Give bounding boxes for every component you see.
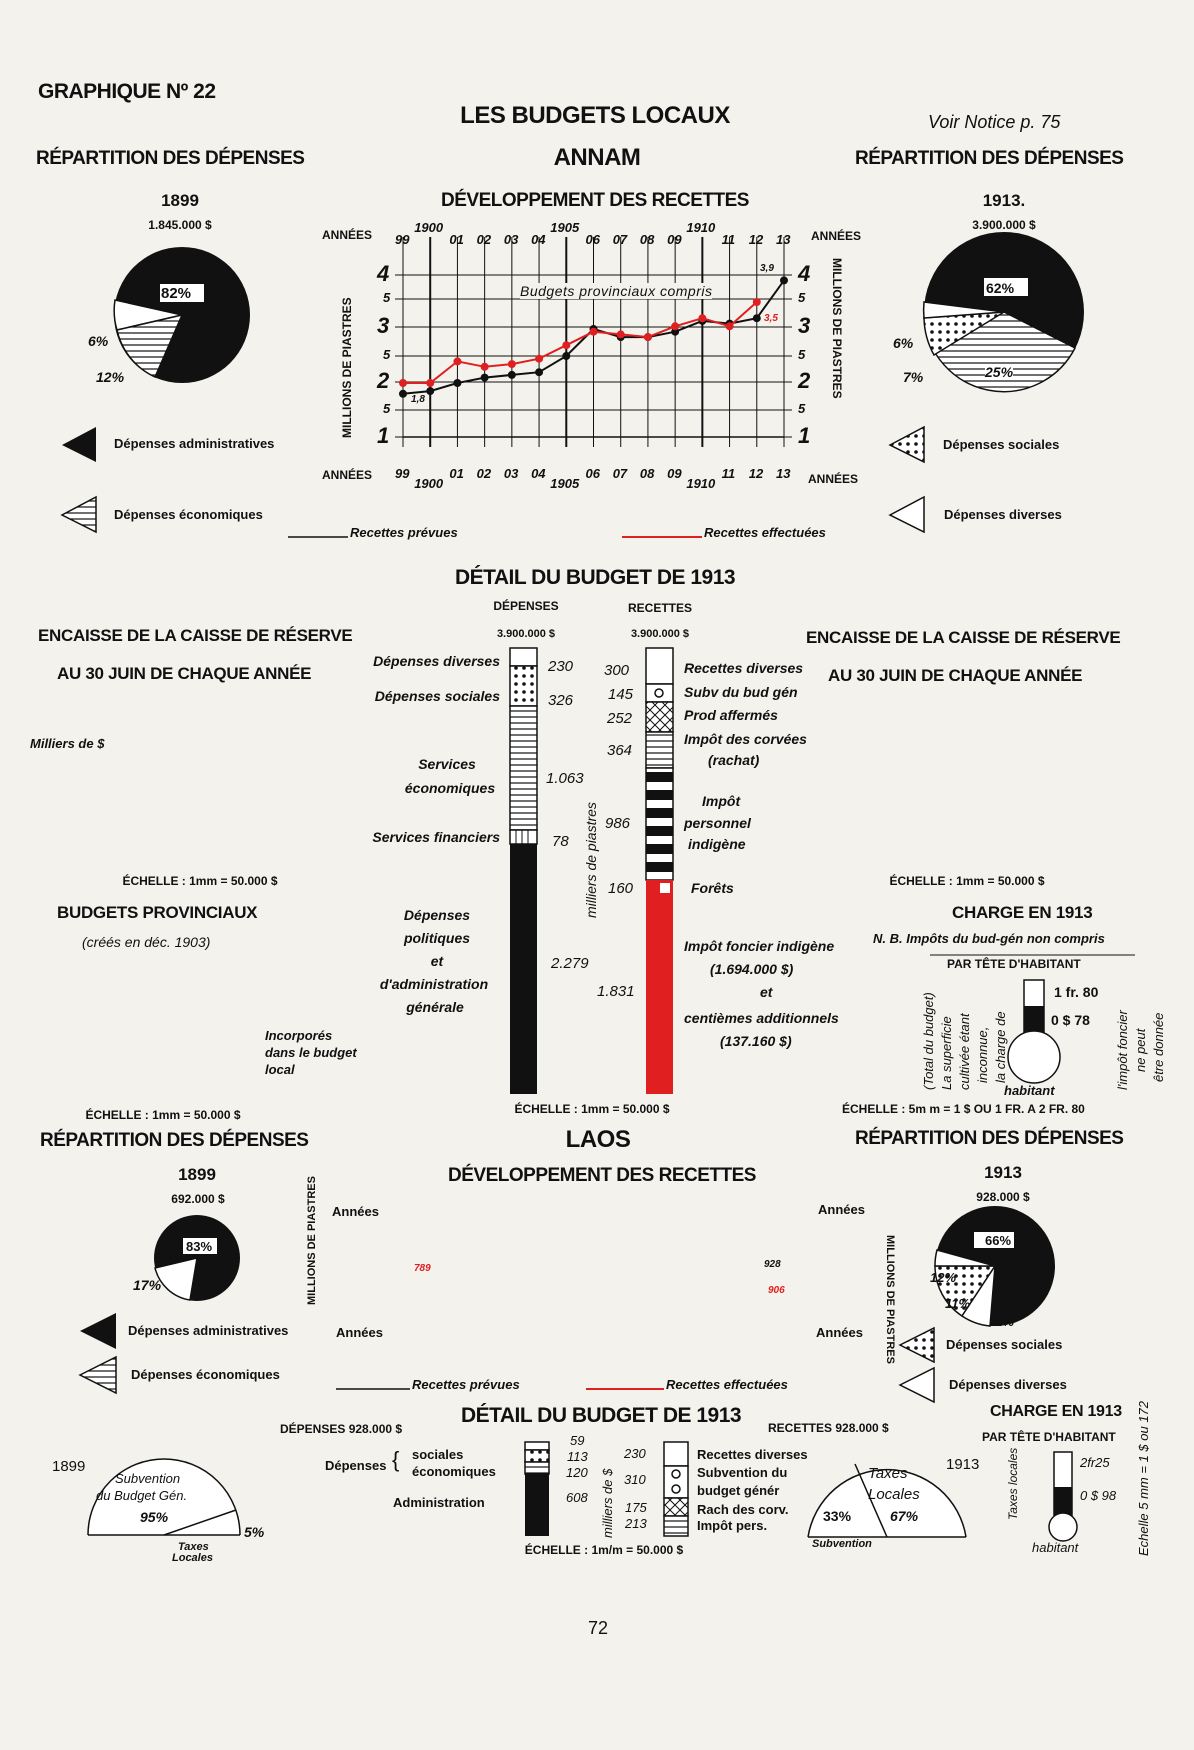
laos-sub1899-line2: du Budget Gén.	[96, 1488, 188, 1503]
laos-rep-left-title: RÉPARTITION DES DÉPENSES	[40, 1130, 309, 1151]
caisse-left-title1: ENCAISSE DE LA CAISSE DE RÉSERVE	[38, 626, 353, 645]
eco-legend-icon	[62, 497, 96, 532]
annam-dep-val-2: 1.063	[546, 770, 584, 787]
x-tick-label-top: 13	[776, 232, 791, 247]
effectuees-point	[563, 342, 570, 349]
x-tick-label-bottom: 01	[449, 466, 464, 481]
annam-rep-right-total: 3.900.000 $	[972, 218, 1036, 232]
annam-charge-right-1: ne peut	[1133, 1028, 1148, 1072]
annam-dep-label-fin: Services financiers	[372, 829, 500, 845]
x-tick-label-top: 02	[476, 232, 492, 247]
annam-charge-left-4: la charge de	[993, 1011, 1008, 1083]
laos-charge-thermometer	[1049, 1452, 1077, 1541]
annam-dep-label-pol4: d'administration	[379, 976, 489, 992]
prevues-point	[536, 369, 543, 376]
annam-pie-1913-div-label: 6%	[893, 335, 914, 351]
annam-detail-axis: milliers de piastres	[583, 802, 599, 918]
laos-dev-end-red: 906	[768, 1285, 785, 1296]
laos-rec-label-1: Subvention du	[697, 1465, 788, 1480]
laos-rep-left-year: 1899	[178, 1165, 216, 1184]
annam-rec-val-1: 145	[608, 686, 634, 703]
laos-charge-v1: 2fr25	[1080, 1455, 1110, 1470]
x-tick-label-bottom: 03	[503, 466, 519, 481]
annam-charge-right-0: l'impôt foncier	[1115, 1010, 1130, 1090]
prevues-point	[563, 353, 570, 360]
annam-dev-annees-br: ANNÉES	[808, 472, 859, 486]
laos-dev-annees-br: Années	[816, 1325, 863, 1340]
laos-dep-label-2: économiques	[412, 1464, 496, 1479]
x-tick-label-top: 1905	[550, 220, 580, 235]
laos-rep-right-total: 928.000 $	[976, 1190, 1030, 1204]
y-tick-label-right: 3	[798, 313, 811, 338]
laos-rep-left-total: 692.000 $	[171, 1192, 225, 1206]
annam-pie-1913-eco-label: 25%	[985, 364, 1014, 380]
caisse-left-scale: ÉCHELLE : 1mm = 50.000 $	[122, 874, 278, 888]
prevues-point	[781, 277, 788, 284]
annam-detail-rec-head: RECETTES	[627, 601, 693, 615]
laos-pie-1899	[154, 1215, 240, 1301]
annam-pie-1913-soc-label: 7%	[903, 369, 924, 385]
prevues-point	[454, 380, 461, 387]
provinciaux-note-1: dans le budget	[265, 1045, 357, 1060]
annam-rep-left-title: RÉPARTITION DES DÉPENSES	[36, 148, 305, 169]
annam-rep-right-year: 1913.	[982, 191, 1026, 210]
page-number: 72	[587, 1618, 609, 1638]
annam-legend-admin: Dépenses administratives	[114, 436, 275, 451]
annam-charge-left-3: inconnue,	[975, 1026, 990, 1083]
annam-charge-left-2: cultivée étant	[957, 1013, 972, 1090]
laos-legend-soc: Dépenses sociales	[946, 1337, 1063, 1352]
prevues-point	[400, 390, 407, 397]
provinciaux-sub: (créés en déc. 1903)	[82, 934, 211, 950]
annam-pie-1899-admin-label: 82%	[161, 285, 192, 302]
laos-dep-val-2: 120	[566, 1465, 588, 1480]
laos-dep-label-1: sociales	[412, 1447, 464, 1462]
prevues-point	[753, 315, 760, 322]
laos-sub1899-pct: 95%	[140, 1509, 169, 1525]
notice-link[interactable]: Voir Notice p. 75	[928, 112, 1061, 132]
laos-dep-label-3: Administration	[393, 1495, 485, 1510]
annam-legend-eco: Dépenses économiques	[114, 507, 263, 522]
effectuees-point	[699, 315, 706, 322]
x-tick-label-bottom: 1900	[414, 476, 444, 491]
annam-rec-label-6: personnel	[684, 815, 751, 831]
effectuees-point	[400, 380, 407, 387]
annam-legend-soc: Dépenses sociales	[943, 437, 1060, 452]
effectuees-point	[753, 299, 760, 306]
provinciaux-title: BUDGETS PROVINCIAUX	[57, 903, 258, 922]
annam-rec-val-0: 300	[604, 662, 630, 679]
laos-sub1899-line1: Subvention	[115, 1471, 181, 1486]
provinciaux-note-0: Incorporés	[265, 1028, 333, 1043]
laos-sub1913-pct1: 33%	[823, 1508, 852, 1524]
annam-dev-annees-bl: ANNÉES	[322, 468, 373, 482]
laos-dep-label-0: Dépenses	[325, 1458, 387, 1473]
laos-pie-1913-admin-label: 66%	[985, 1233, 1012, 1248]
x-tick-label-bottom: 99	[395, 466, 410, 481]
x-tick-label-top: 09	[667, 232, 682, 247]
annam-rec-label-9: Impôt foncier indigène	[684, 938, 835, 954]
graph-label: GRAPHIQUE Nº 22	[38, 80, 216, 103]
annam-dev-start-label: 1,8	[411, 394, 425, 405]
laos-sub1899-year: 1899	[52, 1458, 86, 1475]
annam-rec-label-12: centièmes additionnels	[684, 1010, 839, 1026]
annam-dep-label-services: Services	[418, 756, 476, 772]
annam-rec-label-11: et	[760, 984, 773, 1000]
soc-legend-icon	[890, 427, 924, 462]
laos-sub1899-small: 5%	[244, 1524, 265, 1540]
laos-charge-title: CHARGE EN 1913	[990, 1403, 1122, 1420]
annam-rec-label-8: Forêts	[691, 880, 734, 896]
div-legend-icon	[890, 497, 924, 532]
annam-dep-val-0: 230	[548, 658, 574, 675]
annam-dev-end-red: 3,5	[764, 313, 778, 324]
annam-dep-label-sociales: Dépenses sociales	[374, 688, 500, 704]
laos-sub1899-locales: Locales	[172, 1552, 213, 1564]
y-tick-label-left: 2	[377, 368, 390, 393]
annam-rec-label-3: Impôt des corvées	[684, 731, 807, 747]
effectuees-point	[590, 328, 597, 335]
x-tick-label-bottom: 09	[667, 466, 682, 481]
y-tick-label-right: 5	[798, 401, 806, 416]
laos-rec-val-3: 213	[625, 1516, 647, 1531]
laos-sub1899-taxes: Taxes	[178, 1541, 209, 1553]
provinciaux-note-2: local	[265, 1062, 295, 1077]
laos-dep-val-0: 59	[570, 1433, 585, 1448]
laos-charge-echelle: Echelle 5 mm = 1 $ ou 172	[1136, 1400, 1151, 1556]
caisse-left-title2: AU 30 JUIN DE CHAQUE ANNÉE	[57, 664, 312, 683]
x-tick-label-top: 99	[395, 232, 410, 247]
laos-rec-label-2: budget génér	[697, 1483, 780, 1498]
laos-title: LAOS	[565, 1126, 631, 1153]
y-tick-label-left: 4	[377, 261, 390, 286]
annam-charge-note: N. B. Impôts du bud-gén non compris	[873, 931, 1105, 946]
x-tick-label-top: 04	[531, 232, 546, 247]
laos-rec-label-0: Recettes diverses	[697, 1447, 808, 1462]
annam-rec-val-4: 986	[605, 815, 631, 832]
x-tick-label-top: 1910	[686, 220, 716, 235]
annam-pie-1899	[114, 247, 250, 383]
laos-charge-side: Taxes locales	[1006, 1447, 1020, 1520]
annam-dep-label-pol1: Dépenses	[403, 907, 471, 923]
x-tick-label-bottom: 02	[476, 466, 492, 481]
annam-charge-left-1: La superficie	[939, 1016, 954, 1090]
x-tick-label-bottom: 1905	[550, 476, 580, 491]
caisse-right-title1: ENCAISSE DE LA CAISSE DE RÉSERVE	[806, 628, 1121, 647]
laos-dep-val-1: 113	[567, 1449, 588, 1464]
annam-charge-perhead: PAR TÊTE D'HABITANT	[947, 957, 1081, 971]
annam-dep-label-pol3: et	[430, 953, 444, 969]
annam-dev-grid	[395, 237, 792, 447]
annam-charge-v2: 0 $ 78	[1051, 1012, 1090, 1028]
annam-legend-prev: Recettes prévues	[350, 525, 458, 540]
laos-sub1913-year: 1913	[946, 1456, 980, 1473]
laos-pie-1913-soc-label: 11%	[945, 1296, 971, 1311]
annam-charge-v1: 1 fr. 80	[1054, 984, 1099, 1000]
annam-dev-ylabel-left: MILLIONS DE PIASTRES	[340, 297, 354, 438]
laos-dev-ylabel-right: MILLIONS DE PIASTRES	[884, 1235, 896, 1364]
laos-rec-val-0: 230	[624, 1446, 646, 1461]
effectuees-point	[536, 355, 543, 362]
laos-dev-annees-tr: Années	[818, 1202, 865, 1217]
laos-detail-title: DÉTAIL DU BUDGET DE 1913	[460, 1404, 742, 1427]
annam-rec-label-4: (rachat)	[708, 752, 760, 768]
annam-rec-val-5: 160	[608, 880, 634, 897]
annam-dev-annees-tl: ANNÉES	[322, 228, 373, 242]
y-tick-label-left: 5	[383, 347, 391, 362]
annam-pie-1899-eco-label: 12%	[96, 369, 125, 385]
y-tick-label-left: 5	[383, 401, 391, 416]
laos-sub1913-locales: Locales	[868, 1486, 920, 1503]
effectuees-point	[427, 380, 434, 387]
y-tick-label-right: 2	[798, 368, 811, 393]
annam-charge-habitant: habitant	[1004, 1083, 1055, 1098]
laos-legend-eff: Recettes effectuées	[666, 1377, 788, 1392]
effectuees-point	[454, 358, 461, 365]
x-tick-label-top: 07	[612, 232, 628, 247]
x-tick-label-bottom: 07	[612, 466, 628, 481]
x-tick-label-top: 06	[585, 232, 600, 247]
annam-detail-scale: ÉCHELLE : 1mm = 50.000 $	[514, 1102, 670, 1116]
prevues-point	[508, 371, 515, 378]
annam-dep-label-pol2: politiques	[403, 930, 471, 946]
annam-dep-label-pol5: générale	[406, 999, 464, 1015]
laos-pie-1913-div-label: 12%	[930, 1270, 957, 1285]
x-tick-label-top: 01	[449, 232, 464, 247]
annam-rec-val-2: 252	[607, 710, 633, 727]
y-tick-label-left: 3	[377, 313, 390, 338]
annam-pie-1913-admin-label: 62%	[986, 280, 1015, 296]
laos-legend-prev: Recettes prévues	[412, 1377, 520, 1392]
annam-detail-rec-total: 3.900.000 $	[630, 628, 690, 640]
annam-dep-val-1: 326	[548, 692, 574, 709]
annam-detail-title: DÉTAIL DU BUDGET DE 1913	[454, 566, 736, 589]
laos-legend-div: Dépenses diverses	[949, 1377, 1067, 1392]
caisse-right-title2: AU 30 JUIN DE CHAQUE ANNÉE	[828, 666, 1083, 685]
laos-rec-label-4: Impôt pers.	[697, 1518, 768, 1533]
y-tick-label-left: 5	[383, 290, 391, 305]
annam-rep-left-total: 1.845.000 $	[148, 218, 212, 232]
laos-detail-scale: ÉCHELLE : 1m/m = 50.000 $	[524, 1543, 684, 1557]
annam-rec-label-1: Subv du bud gén	[684, 684, 798, 700]
annam-charge-left-0: (Total du budget)	[921, 992, 936, 1090]
laos-charge-v2: 0 $ 98	[1080, 1488, 1117, 1503]
page-title: LES BUDGETS LOCAUX	[460, 102, 730, 129]
laos-charge-perhead: PAR TÊTE D'HABITANT	[982, 1430, 1116, 1444]
annam-rec-label-13: (137.160 $)	[720, 1033, 792, 1049]
provinciaux-scale: ÉCHELLE : 1mm = 50.000 $	[85, 1108, 241, 1122]
laos-detail-dep-head: DÉPENSES 928.000 $	[280, 1422, 403, 1436]
laos-rec-val-2: 175	[625, 1500, 647, 1515]
annam-rec-label-2: Prod affermés	[684, 707, 778, 723]
admin-legend-icon	[62, 427, 96, 462]
laos-pie-1913-eco-label: 11%	[989, 1314, 1015, 1329]
laos-charge-habitant: habitant	[1032, 1540, 1079, 1555]
annam-rec-val-3: 364	[607, 742, 633, 759]
laos-legend-admin: Dépenses administratives	[128, 1323, 289, 1338]
laos-rec-val-1: 310	[624, 1472, 646, 1487]
annam-charge-scale: ÉCHELLE : 5m m = 1 $ OU 1 FR. A 2 FR. 80	[842, 1102, 1085, 1116]
effectuees-point	[508, 361, 515, 368]
x-tick-label-bottom: 04	[531, 466, 546, 481]
annam-title: ANNAM	[553, 144, 641, 171]
annam-legend-eff: Recettes effectuées	[704, 525, 826, 540]
annam-rec-label-0: Recettes diverses	[684, 660, 804, 676]
laos-dev-annees-bl: Années	[336, 1325, 383, 1340]
annam-dev-end-black: 3,9	[760, 263, 774, 274]
annam-dev-annees-tr: ANNÉES	[811, 229, 862, 243]
annam-rep-left-year: 1899	[161, 191, 199, 210]
annam-rec-label-5: Impôt	[702, 793, 741, 809]
laos-sub1913-taxes: Taxes	[868, 1465, 908, 1482]
laos-legend-eco: Dépenses économiques	[131, 1367, 280, 1382]
y-tick-label-left: 1	[377, 423, 390, 448]
laos-detail-axis: milliers de $	[600, 1468, 615, 1538]
caisse-left-unit: Milliers de $	[30, 736, 105, 751]
laos-dep-val-3: 608	[566, 1490, 588, 1505]
laos-dev-title: DÉVELOPPEMENT DES RECETTES	[448, 1165, 756, 1186]
laos-dev-end-black: 928	[764, 1259, 781, 1270]
x-tick-label-bottom: 11	[721, 466, 736, 481]
annam-charge-right-2: être donnée	[1151, 1012, 1166, 1082]
prevues-point	[427, 388, 434, 395]
laos-sub1913-subv: Subvention	[812, 1538, 872, 1550]
laos-rep-right-title: RÉPARTITION DES DÉPENSES	[855, 1128, 1124, 1149]
laos-detail-rec-head: RECETTES 928.000 $	[768, 1421, 889, 1435]
effectuees-point	[672, 323, 679, 330]
annam-detail-dep-head: DÉPENSES	[493, 599, 559, 613]
annam-dep-val-4: 2.279	[551, 955, 589, 972]
laos-pie-1899-admin-label: 83%	[186, 1239, 213, 1254]
effectuees-point	[726, 323, 733, 330]
x-tick-label-bottom: 12	[748, 466, 764, 481]
x-tick-label-bottom: 1910	[686, 476, 716, 491]
laos-dev-annees-tl: Années	[332, 1204, 379, 1219]
annam-detail-dep-total: 3.900.000 $	[496, 628, 556, 640]
annam-charge-title: CHARGE EN 1913	[952, 903, 1093, 922]
effectuees-point	[617, 331, 624, 338]
x-tick-label-top: 08	[639, 232, 655, 247]
annam-dep-val-3: 78	[552, 833, 569, 850]
laos-rec-label-3: Rach des corv.	[697, 1502, 789, 1517]
annam-dev-note: Budgets provinciaux compris	[520, 283, 713, 299]
x-tick-label-top: 11	[721, 232, 736, 247]
annam-dev-ylabel-right: MILLIONS DE PIASTRES	[830, 258, 844, 399]
laos-dev-ylabel-left: MILLIONS DE PIASTRES	[306, 1176, 318, 1305]
x-tick-label-bottom: 13	[776, 466, 791, 481]
annam-dep-label-divers: Dépenses diverses	[373, 653, 500, 669]
effectuees-point	[481, 363, 488, 370]
laos-sub1913-pct2: 67%	[890, 1508, 919, 1524]
x-tick-label-bottom: 06	[585, 466, 600, 481]
laos-pie-1899-eco-label: 17%	[133, 1277, 162, 1293]
x-tick-label-bottom: 08	[639, 466, 655, 481]
y-tick-label-right: 5	[798, 290, 806, 305]
annam-rec-label-10: (1.694.000 $)	[710, 961, 794, 977]
laos-dev-start-label: 789	[414, 1263, 431, 1274]
effectuees-point	[644, 334, 651, 341]
y-tick-label-right: 4	[798, 261, 811, 286]
annam-rep-right-title: RÉPARTITION DES DÉPENSES	[855, 148, 1124, 169]
x-tick-label-top: 12	[748, 232, 764, 247]
prevues-point	[481, 374, 488, 381]
annam-pie-1899-soc-label: 6%	[88, 333, 109, 349]
x-tick-label-top: 03	[503, 232, 519, 247]
y-tick-label-right: 1	[798, 423, 811, 448]
annam-dev-title: DÉVELOPPEMENT DES RECETTES	[441, 190, 749, 211]
annam-legend-div: Dépenses diverses	[944, 507, 1062, 522]
laos-rep-right-year: 1913	[984, 1163, 1022, 1182]
caisse-right-scale: ÉCHELLE : 1mm = 50.000 $	[889, 874, 1045, 888]
annam-rec-label-7: indigène	[688, 836, 746, 852]
annam-rec-val-6: 1.831	[597, 983, 635, 1000]
x-tick-label-top: 1900	[414, 220, 444, 235]
annam-dep-label-eco: économiques	[404, 780, 496, 796]
y-tick-label-right: 5	[798, 347, 806, 362]
